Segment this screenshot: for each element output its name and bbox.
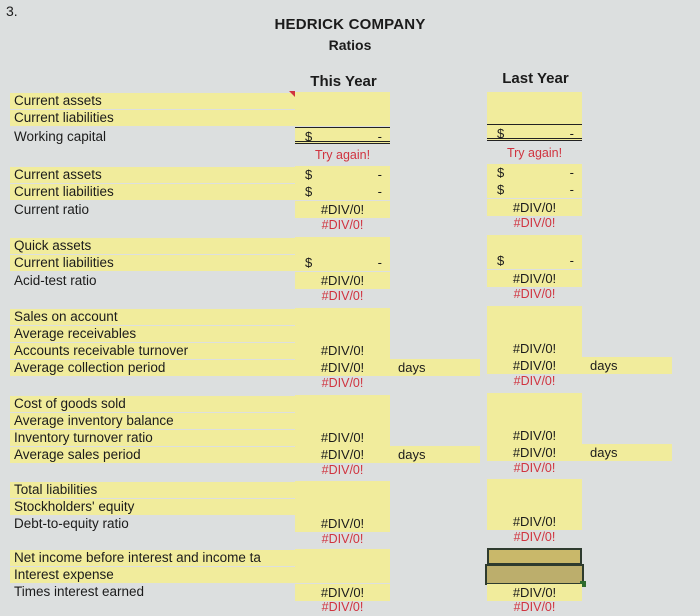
this-year-current-liabilities-2[interactable] bbox=[295, 183, 390, 200]
this-year-debt-equity-check: #DIV/0! bbox=[321, 532, 364, 546]
currency-symbol: $ bbox=[497, 165, 505, 180]
label-quick-assets[interactable]: Quick assets bbox=[10, 238, 295, 254]
this-year-receivables-check: #DIV/0! bbox=[321, 376, 364, 390]
this-year-total-liabilities[interactable] bbox=[295, 481, 390, 498]
label-acid-test-ratio: Acid-test ratio bbox=[14, 273, 97, 288]
this-year-current-ratio-check: #DIV/0! bbox=[321, 218, 364, 232]
input-this-year-current-liabilities[interactable] bbox=[295, 109, 390, 126]
last-year-current-liabilities-2[interactable] bbox=[487, 181, 582, 198]
this-year-debt-to-equity[interactable]: #DIV/0! bbox=[295, 515, 390, 532]
label-current-assets[interactable]: Current assets bbox=[10, 93, 295, 109]
label-avg-collection-period: Average collection period bbox=[10, 360, 295, 376]
this-year-cogs[interactable] bbox=[295, 395, 390, 412]
this-year-stockholders-equity[interactable] bbox=[295, 498, 390, 515]
value-dash: - bbox=[569, 182, 574, 197]
value-dash: - bbox=[377, 167, 382, 182]
input-last-year-current-assets[interactable] bbox=[487, 92, 582, 109]
this-year-days-unit-2: days bbox=[390, 446, 480, 463]
last-year-current-liabilities-3[interactable] bbox=[487, 252, 582, 269]
value-dash: - bbox=[569, 253, 574, 268]
currency-symbol: $ bbox=[305, 255, 313, 270]
label-interest-expense[interactable]: Interest expense bbox=[10, 567, 295, 583]
last-year-avg-inventory[interactable] bbox=[487, 410, 582, 427]
label-stockholders-equity[interactable]: Stockholders' equity bbox=[10, 499, 295, 515]
this-year-working-capital[interactable] bbox=[295, 127, 390, 144]
currency-symbol: $ bbox=[497, 253, 505, 268]
label-net-income-before-interest[interactable]: Net income before interest and income ta bbox=[10, 550, 295, 566]
value-dash: - bbox=[569, 126, 574, 141]
last-year-inventory-check: #DIV/0! bbox=[513, 461, 556, 475]
label-current-ratio: Current ratio bbox=[14, 202, 90, 217]
label-cost-of-goods-sold[interactable]: Cost of goods sold bbox=[10, 396, 295, 412]
label-times-interest-earned: Times interest earned bbox=[14, 584, 145, 599]
this-year-interest-expense[interactable] bbox=[295, 566, 390, 583]
label-working-capital: Working capital bbox=[14, 129, 107, 144]
last-year-interest-expense-selected[interactable] bbox=[487, 566, 582, 583]
this-year-average-receivables[interactable] bbox=[295, 325, 390, 342]
currency-symbol: $ bbox=[305, 129, 313, 144]
this-year-collection-period[interactable]: #DIV/0! bbox=[295, 359, 390, 376]
last-year-cogs[interactable] bbox=[487, 393, 582, 410]
this-year-quick-assets[interactable] bbox=[295, 237, 390, 254]
this-year-interest-check: #DIV/0! bbox=[321, 600, 364, 614]
label-ar-turnover: Accounts receivable turnover bbox=[10, 343, 295, 359]
this-year-sales-on-account[interactable] bbox=[295, 308, 390, 325]
last-year-collection-period[interactable]: #DIV/0! bbox=[487, 357, 582, 374]
last-year-current-ratio-check: #DIV/0! bbox=[513, 216, 556, 230]
label-avg-sales-period: Average sales period bbox=[10, 447, 295, 463]
label-debt-to-equity: Debt-to-equity ratio bbox=[14, 516, 129, 531]
currency-symbol: $ bbox=[305, 184, 313, 199]
last-year-days-unit-2: days bbox=[582, 444, 672, 461]
label-current-assets-2[interactable]: Current assets bbox=[10, 167, 295, 183]
company-title: HEDRICK COMPANY bbox=[274, 16, 426, 33]
question-number: 3. bbox=[6, 3, 18, 19]
last-year-working-capital-feedback: Try again! bbox=[506, 146, 563, 160]
value-dash: - bbox=[377, 184, 382, 199]
this-year-inventory-turnover[interactable]: #DIV/0! bbox=[295, 429, 390, 446]
last-year-acid-test-check: #DIV/0! bbox=[513, 287, 556, 301]
last-year-receivables-check: #DIV/0! bbox=[513, 374, 556, 388]
value-dash: - bbox=[377, 129, 382, 144]
this-year-avg-inventory[interactable] bbox=[295, 412, 390, 429]
this-year-times-interest-earned[interactable]: #DIV/0! bbox=[295, 584, 390, 601]
last-year-sales-period[interactable]: #DIV/0! bbox=[487, 444, 582, 461]
subtitle: Ratios bbox=[328, 37, 372, 53]
this-year-current-ratio[interactable]: #DIV/0! bbox=[295, 201, 390, 218]
this-year-sales-period[interactable]: #DIV/0! bbox=[295, 446, 390, 463]
last-year-quick-assets[interactable] bbox=[487, 235, 582, 252]
last-year-current-assets-2[interactable] bbox=[487, 164, 582, 181]
label-current-liabilities[interactable]: Current liabilities bbox=[10, 110, 295, 126]
label-inventory-turnover: Inventory turnover ratio bbox=[10, 430, 295, 446]
currency-symbol: $ bbox=[497, 126, 505, 141]
currency-symbol: $ bbox=[305, 167, 313, 182]
last-year-inventory-turnover[interactable]: #DIV/0! bbox=[487, 427, 582, 444]
label-total-liabilities[interactable]: Total liabilities bbox=[10, 482, 295, 498]
last-year-debt-to-equity[interactable]: #DIV/0! bbox=[487, 513, 582, 530]
label-avg-inventory-balance[interactable]: Average inventory balance bbox=[10, 413, 295, 429]
this-year-acid-test-check: #DIV/0! bbox=[321, 289, 364, 303]
comment-indicator-icon[interactable] bbox=[289, 91, 295, 97]
this-year-acid-test-ratio[interactable]: #DIV/0! bbox=[295, 272, 390, 289]
column-header-this-year: This Year bbox=[310, 73, 377, 90]
last-year-interest-check: #DIV/0! bbox=[513, 600, 556, 614]
this-year-current-assets-2[interactable] bbox=[295, 166, 390, 183]
input-this-year-current-assets[interactable] bbox=[295, 92, 390, 109]
last-year-times-interest-earned[interactable]: #DIV/0! bbox=[487, 584, 582, 601]
this-year-current-liabilities-3[interactable] bbox=[295, 254, 390, 271]
value-dash: - bbox=[569, 165, 574, 180]
this-year-working-capital-feedback: Try again! bbox=[314, 148, 371, 162]
label-sales-on-account[interactable]: Sales on account bbox=[10, 309, 295, 325]
this-year-net-income-before-interest[interactable] bbox=[295, 549, 390, 566]
value-dash: - bbox=[377, 255, 382, 270]
last-year-working-capital[interactable] bbox=[487, 124, 582, 141]
column-header-last-year: Last Year bbox=[502, 70, 569, 87]
last-year-acid-test-ratio[interactable]: #DIV/0! bbox=[487, 270, 582, 287]
last-year-stockholders-equity[interactable] bbox=[487, 496, 582, 513]
label-current-liabilities-3[interactable]: Current liabilities bbox=[10, 255, 295, 271]
last-year-net-income-before-interest-selected[interactable] bbox=[487, 548, 582, 565]
last-year-total-liabilities[interactable] bbox=[487, 479, 582, 496]
this-year-ar-turnover[interactable]: #DIV/0! bbox=[295, 342, 390, 359]
last-year-current-ratio[interactable]: #DIV/0! bbox=[487, 199, 582, 216]
label-average-receivables[interactable]: Average receivables bbox=[10, 326, 295, 342]
last-year-debt-equity-check: #DIV/0! bbox=[513, 530, 556, 544]
this-year-inventory-check: #DIV/0! bbox=[321, 463, 364, 477]
last-year-sales-on-account[interactable] bbox=[487, 306, 582, 323]
currency-symbol: $ bbox=[497, 182, 505, 197]
this-year-days-unit: days bbox=[390, 359, 480, 376]
last-year-days-unit: days bbox=[582, 357, 672, 374]
last-year-ar-turnover[interactable]: #DIV/0! bbox=[487, 340, 582, 357]
last-year-average-receivables[interactable] bbox=[487, 323, 582, 340]
label-current-liabilities-2[interactable]: Current liabilities bbox=[10, 184, 295, 200]
